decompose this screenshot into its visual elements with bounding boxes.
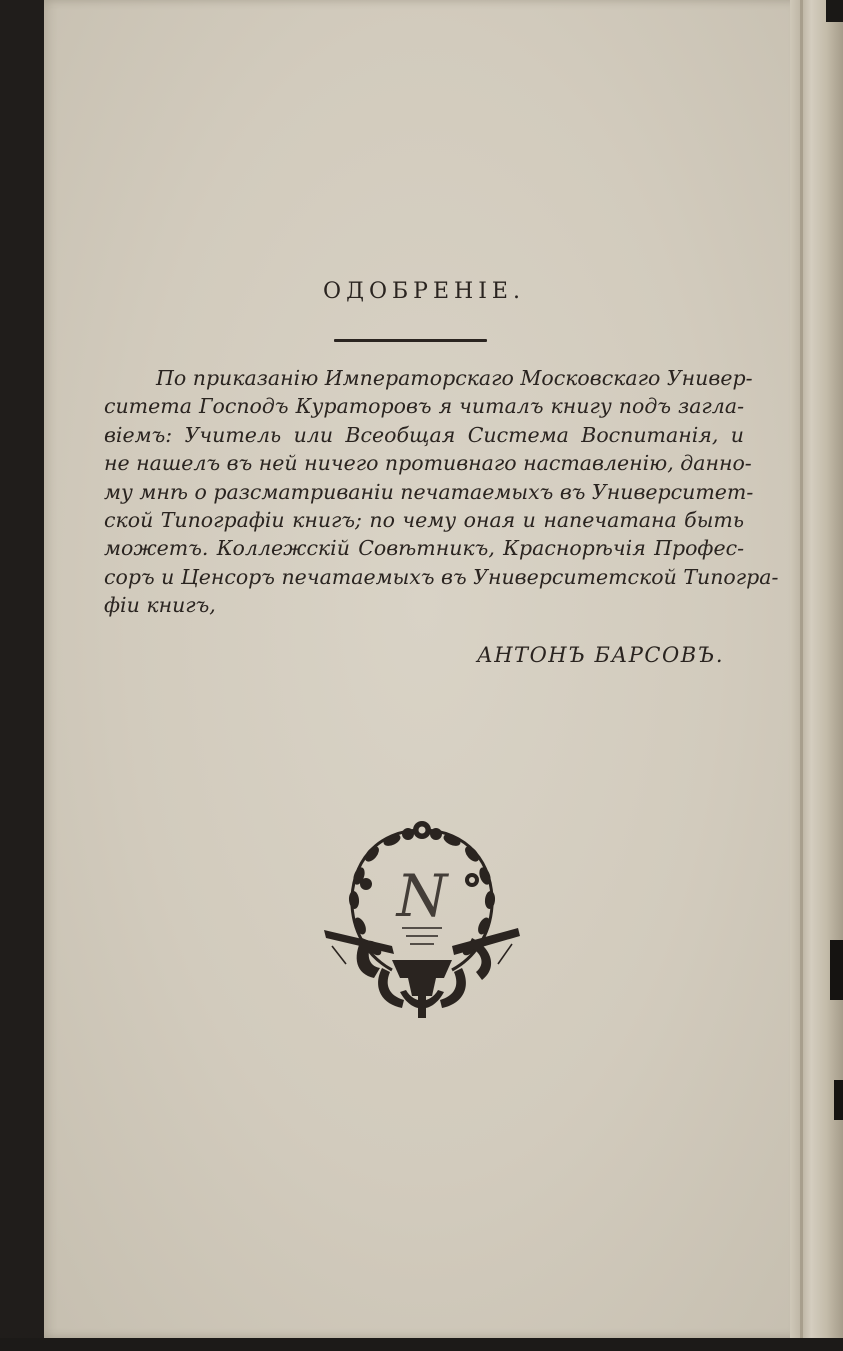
wreath-vignette-icon bbox=[322, 818, 522, 1023]
page-edge bbox=[790, 0, 843, 1338]
text-line: му мнѣ о разсматриваніи печатаемыхъ въ Университет- bbox=[104, 479, 754, 504]
text-line: фіи книгъ, bbox=[104, 593, 216, 618]
approval-text bbox=[104, 364, 779, 620]
text-line: соръ и Ценсоръ печатаемыхъ въ Университетской Типогра- bbox=[104, 564, 779, 589]
heading-rule bbox=[334, 339, 487, 342]
scanner-bed-left bbox=[0, 0, 44, 1351]
page-edge-corner bbox=[826, 0, 843, 22]
text-line: ской Типографіи книгъ; по чему оная и напечатана быть bbox=[104, 508, 744, 533]
scanner-bed-bottom bbox=[0, 1338, 843, 1351]
text-line: ситета Господъ Кураторовъ я читалъ книгу подъ загла- bbox=[104, 394, 744, 419]
censor-signature: АНТОНЪ БАРСОВЪ. bbox=[476, 643, 724, 667]
text-line: можетъ. Коллежскій Совѣтникъ, Краснорѣчія Профес- bbox=[104, 536, 744, 561]
page-edge-shadow bbox=[800, 0, 803, 1338]
page-heading: ОДОБРЕНІЕ. bbox=[323, 279, 525, 304]
page-edge-tear bbox=[830, 940, 843, 1000]
text-line: віемъ: Учитель или Всеобщая Система Воспитанія, и bbox=[104, 422, 744, 447]
page-edge-tear bbox=[834, 1080, 843, 1120]
svg-text:N: N bbox=[396, 862, 448, 930]
book-page bbox=[44, 0, 804, 1338]
text-line: По приказанію Императорскаго Московскаго Универ- bbox=[156, 366, 753, 390]
text-line: не нашелъ въ ней ничего противнаго наставленію, данно- bbox=[104, 451, 752, 476]
